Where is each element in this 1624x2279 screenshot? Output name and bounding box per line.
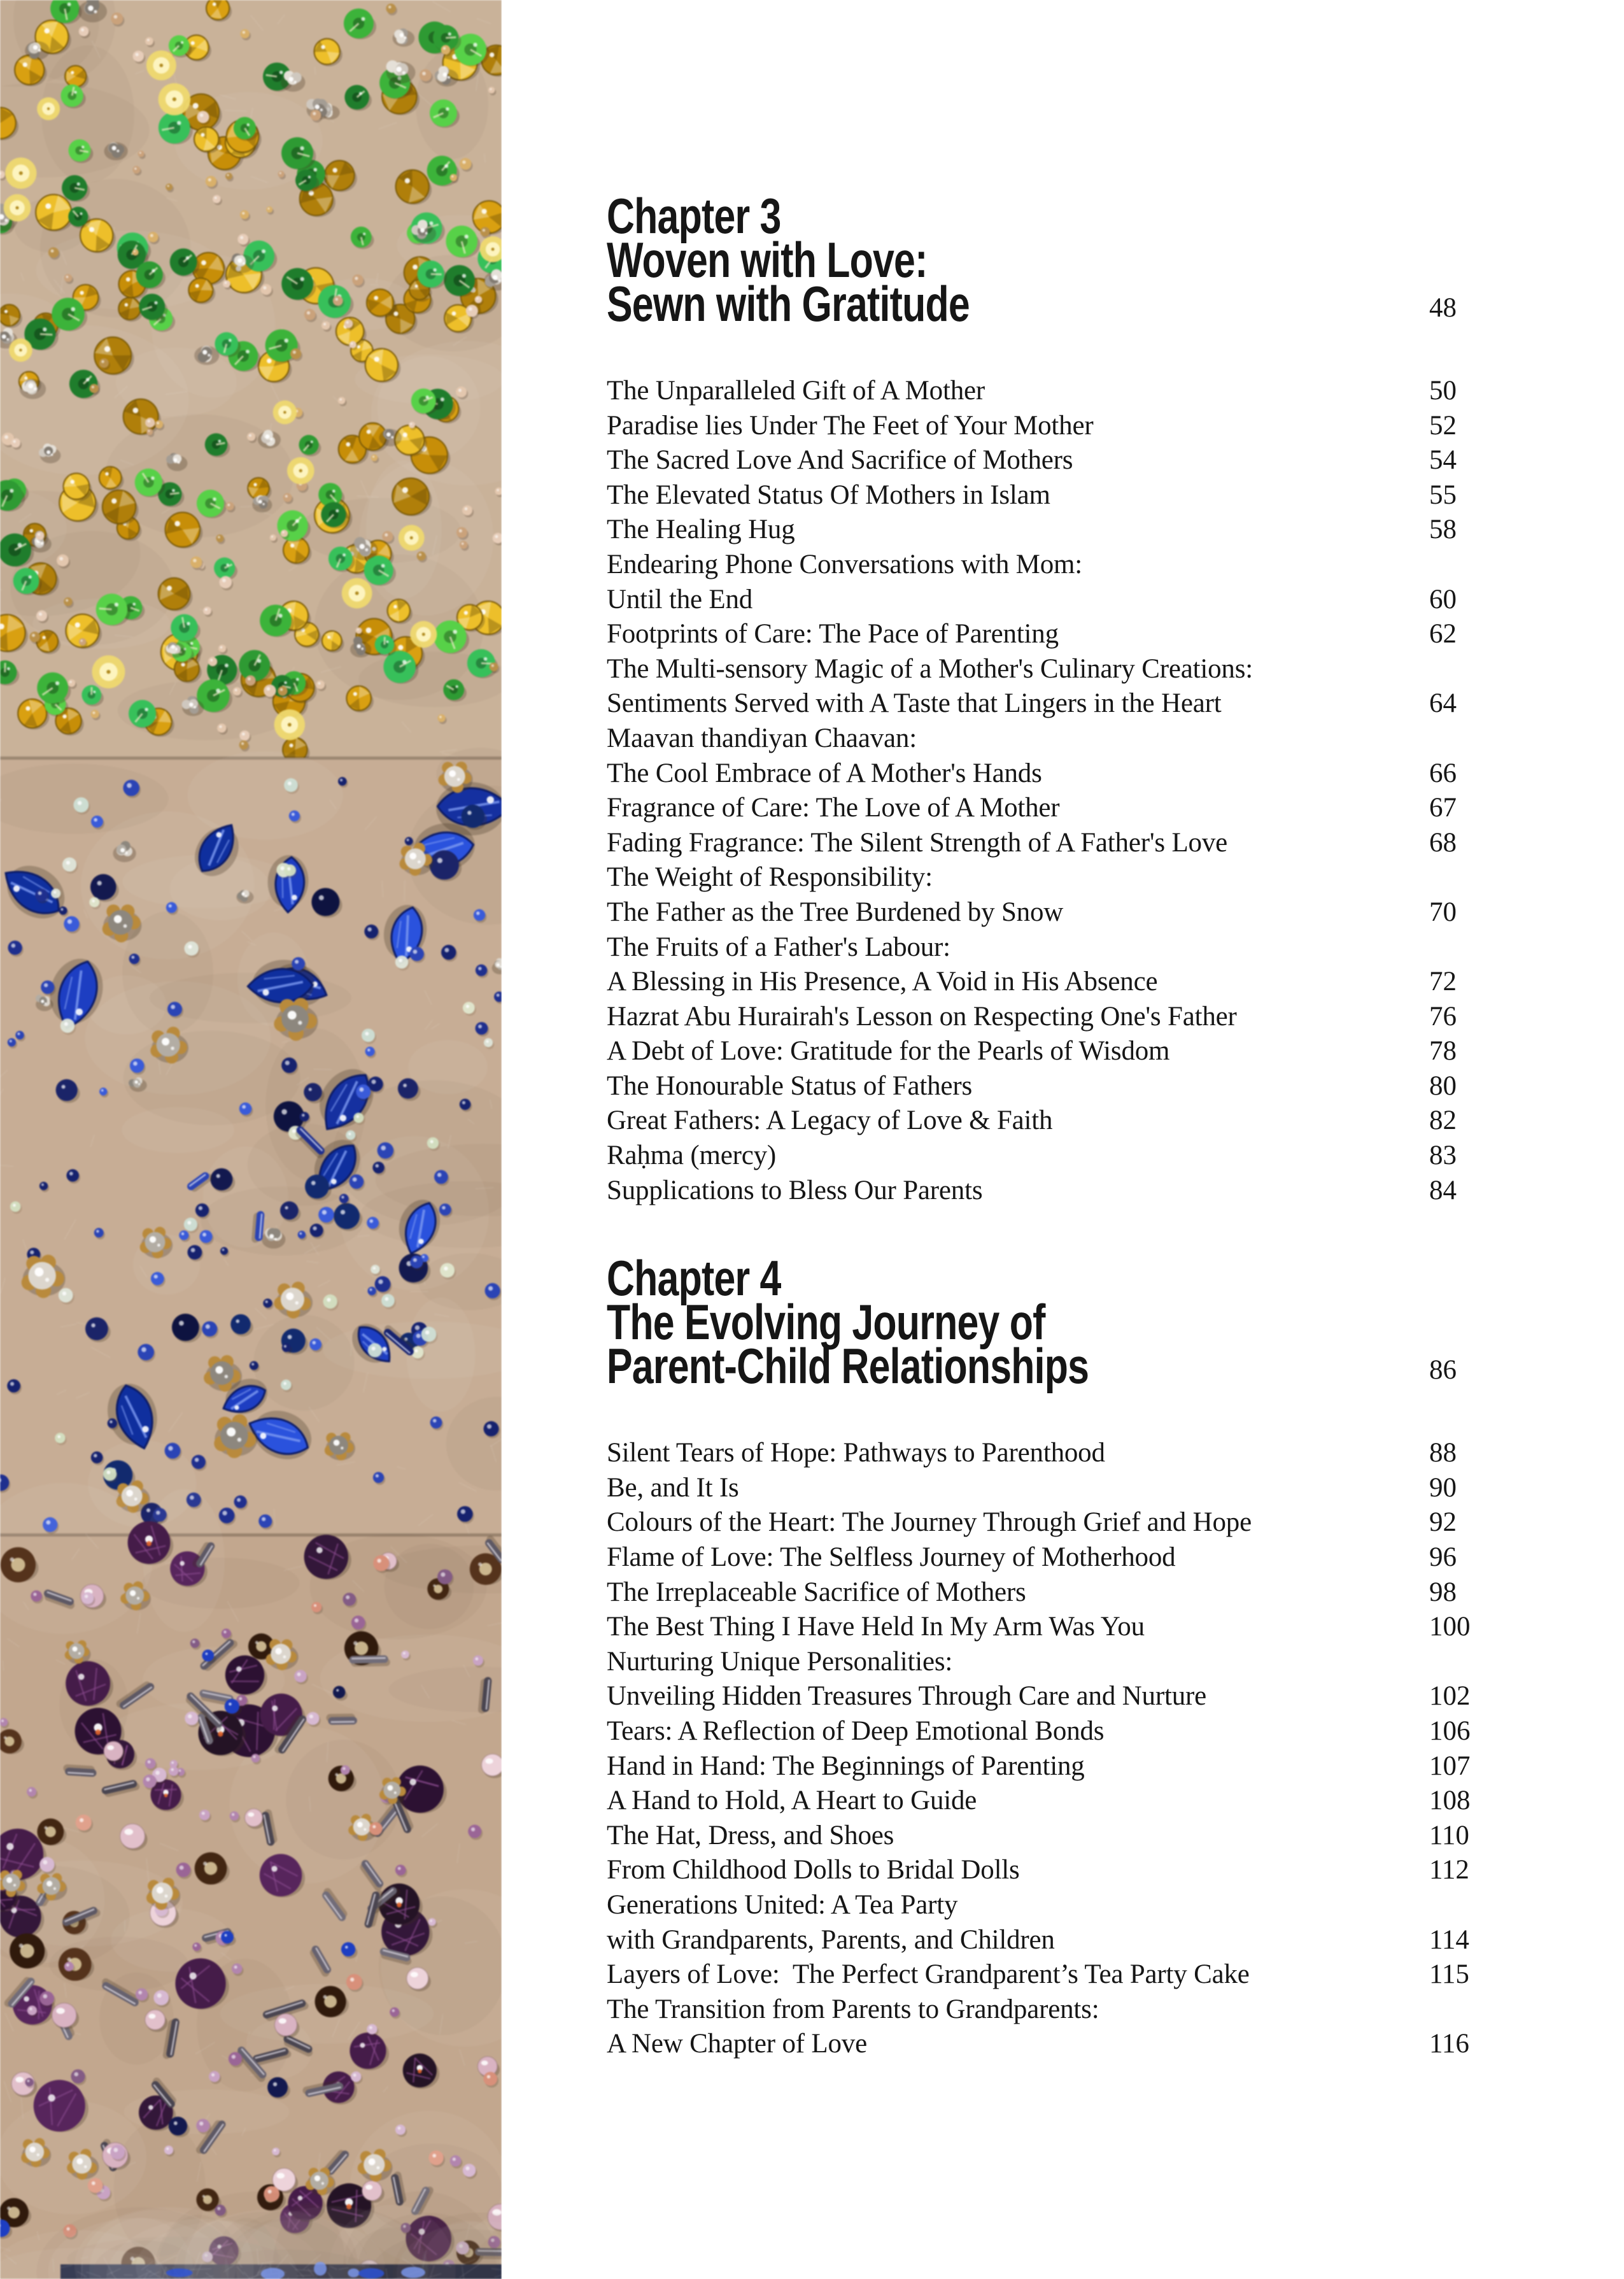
entry-page-number: 80 xyxy=(1429,1070,1457,1101)
toc-entry xyxy=(607,1000,1600,1035)
entry-text: A Hand to Hold, A Heart to Guide xyxy=(607,1786,977,1816)
entry-text: Flame of Love: The Selfless Journey of Motherhood xyxy=(607,1542,1176,1573)
toc-entry xyxy=(607,826,1600,861)
toc-entry xyxy=(607,1645,1600,1714)
toc-entry xyxy=(607,1174,1600,1209)
entry-text: The Transition from Parents to Grandparents: xyxy=(607,1994,1099,2024)
toc-entry-line xyxy=(607,1436,1600,1471)
entry-page-number: 64 xyxy=(1429,688,1457,719)
entry-page-number: 102 xyxy=(1429,1681,1471,1712)
chapter-title-text: Woven with Love: xyxy=(607,232,928,288)
entry-page-number: 116 xyxy=(1429,2029,1469,2059)
entry-page-number: 83 xyxy=(1429,1140,1457,1171)
chapter-entries xyxy=(607,374,1600,1208)
entry-text: Raḥma (mercy) xyxy=(607,1140,777,1171)
toc-entry-line xyxy=(607,583,1600,618)
entry-text: From Childhood Dolls to Bridal Dolls xyxy=(607,1855,1020,1885)
toc-entry-line xyxy=(607,1174,1600,1209)
table-of-contents xyxy=(607,0,1600,2062)
toc-entry-line xyxy=(607,1610,1600,1645)
entry-page-number: 115 xyxy=(1429,1959,1469,1990)
entry-text: A Debt of Love: Gratitude for the Pearls of Wisdom xyxy=(607,1036,1170,1067)
entry-page-number: 114 xyxy=(1429,1924,1469,1955)
toc-entry-line xyxy=(607,1139,1600,1174)
chapter-title-text: Parent-Child Relationships xyxy=(607,1338,1089,1395)
toc-entry xyxy=(607,1610,1600,1645)
entry-text: A Blessing in His Presence, A Void in His Absence xyxy=(607,967,1158,997)
entry-page-number: 54 xyxy=(1429,445,1457,476)
toc-entry xyxy=(607,548,1600,617)
entry-page-number: 88 xyxy=(1429,1438,1457,1468)
toc-entry-line xyxy=(607,1749,1600,1784)
entry-page-number: 50 xyxy=(1429,376,1457,406)
toc-entry xyxy=(607,1888,1600,1957)
entry-page-number: 108 xyxy=(1429,1786,1471,1816)
toc-entry xyxy=(607,1471,1600,1506)
toc-entry-line xyxy=(607,860,1600,895)
toc-entry xyxy=(607,1034,1600,1069)
toc-entry-line xyxy=(607,617,1600,652)
toc-entry xyxy=(607,791,1600,826)
entry-text: Tears: A Reflection of Deep Emotional Bonds xyxy=(607,1716,1105,1746)
entry-text: The Fruits of a Father's Labour: xyxy=(607,932,950,962)
entry-text: The Weight of Responsibility: xyxy=(607,862,933,893)
toc-entry-line xyxy=(607,1000,1600,1035)
toc-entry-line xyxy=(607,478,1600,513)
toc-entry-line xyxy=(607,756,1600,792)
entry-page-number: 98 xyxy=(1429,1577,1457,1607)
toc-entry-line xyxy=(607,443,1600,478)
toc-entry xyxy=(607,1436,1600,1471)
entry-page-number: 100 xyxy=(1429,1612,1471,1642)
toc-entry xyxy=(607,1819,1600,1854)
toc-entry xyxy=(607,478,1600,513)
chapter-heading xyxy=(607,188,1600,332)
entry-text: Sentiments Served with A Taste that Lingers in the Heart xyxy=(607,688,1222,719)
toc-entry-line xyxy=(607,686,1600,721)
entry-page-number: 106 xyxy=(1429,1716,1471,1746)
entry-page-number: 55 xyxy=(1429,479,1457,510)
toc-entry xyxy=(607,1069,1600,1104)
entry-page-number: 78 xyxy=(1429,1036,1457,1067)
toc-entry-line xyxy=(607,1992,1600,2027)
toc-entry xyxy=(607,1784,1600,1819)
entry-text: Colours of the Heart: The Journey Through Grief and Hope xyxy=(607,1507,1252,1538)
toc-entry xyxy=(607,652,1600,721)
toc-entry xyxy=(607,617,1600,652)
toc-entry-line xyxy=(607,721,1600,756)
toc-entry xyxy=(607,1540,1600,1575)
toc-entry-line xyxy=(607,826,1600,861)
toc-entry-line xyxy=(607,1104,1600,1139)
entry-page-number: 76 xyxy=(1429,1001,1457,1032)
chapter-section xyxy=(607,1250,1600,2062)
entry-page-number: 84 xyxy=(1429,1175,1457,1205)
chapter-heading-line xyxy=(607,1338,1600,1395)
toc-entry xyxy=(607,443,1600,478)
entry-text: with Grandparents, Parents, and Children xyxy=(607,1924,1055,1955)
entry-page-number: 96 xyxy=(1429,1542,1457,1573)
entry-text: Until the End xyxy=(607,584,753,614)
toc-entry-line xyxy=(607,409,1600,444)
toc-entry-line xyxy=(607,548,1600,583)
entry-text: Generations United: A Tea Party xyxy=(607,1889,958,1920)
entry-text: The Sacred Love And Sacrifice of Mothers xyxy=(607,445,1073,476)
toc-entry-line xyxy=(607,1923,1600,1958)
entry-text: The Best Thing I Have Held In My Arm Was You xyxy=(607,1612,1145,1642)
entry-text: A New Chapter of Love xyxy=(607,2029,867,2059)
entry-text: The Multi-sensory Magic of a Mother's Culinary Creations: xyxy=(607,653,1253,684)
chapter-title-text: Chapter 3 xyxy=(607,188,781,244)
toc-entry xyxy=(607,1575,1600,1610)
entry-text: Unveiling Hidden Treasures Through Care and Nurture xyxy=(607,1681,1206,1712)
entry-text: Be, and It Is xyxy=(607,1472,739,1503)
chapter-heading-line xyxy=(607,276,1600,332)
toc-entry xyxy=(607,1853,1600,1888)
toc-entry-line xyxy=(607,1679,1600,1714)
toc-entry xyxy=(607,860,1600,930)
bead-collage-strip xyxy=(0,0,502,2279)
entry-page-number: 66 xyxy=(1429,758,1457,788)
toc-entry-line xyxy=(607,1645,1600,1680)
entry-text: The Cool Embrace of A Mother's Hands xyxy=(607,758,1042,788)
entry-text: Fragrance of Care: The Love of A Mother xyxy=(607,793,1060,823)
toc-entry-line xyxy=(607,895,1600,930)
toc-entry xyxy=(607,1714,1600,1749)
entry-text: The Elevated Status Of Mothers in Islam xyxy=(607,479,1050,510)
chapter-title-text: Sewn with Gratitude xyxy=(607,276,970,332)
toc-entry-line xyxy=(607,1069,1600,1104)
entry-text: The Irreplaceable Sacrifice of Mothers xyxy=(607,1577,1026,1607)
entry-text: Maavan thandiyan Chaavan: xyxy=(607,723,917,753)
entry-text: The Healing Hug xyxy=(607,515,795,545)
entry-text: Hazrat Abu Hurairah's Lesson on Respecting One's Father xyxy=(607,1001,1237,1032)
toc-entry-line xyxy=(607,1957,1600,1992)
toc-entry-line xyxy=(607,965,1600,1000)
toc-entry xyxy=(607,721,1600,791)
toc-entry xyxy=(607,513,1600,548)
toc-entry xyxy=(607,1749,1600,1784)
entry-text: The Hat, Dress, and Shoes xyxy=(607,1820,894,1850)
entry-text: Nurturing Unique Personalities: xyxy=(607,1646,953,1677)
toc-entry-line xyxy=(607,1575,1600,1610)
toc-entry xyxy=(607,930,1600,1000)
entry-text: Supplications to Bless Our Parents xyxy=(607,1175,983,1205)
entry-page-number: 67 xyxy=(1429,793,1457,823)
chapter-page-number: 86 xyxy=(1429,1355,1457,1386)
entry-page-number: 60 xyxy=(1429,584,1457,614)
entry-page-number: 62 xyxy=(1429,619,1457,650)
chapter-entries xyxy=(607,1436,1600,2062)
toc-entry-line xyxy=(607,2027,1600,2062)
toc-entry-line xyxy=(607,1505,1600,1540)
entry-text: Great Fathers: A Legacy of Love & Faith xyxy=(607,1105,1053,1136)
toc-entry xyxy=(607,409,1600,444)
toc-entry-line xyxy=(607,1888,1600,1923)
toc-entry-line xyxy=(607,791,1600,826)
toc-entry-line xyxy=(607,1540,1600,1575)
toc-entry xyxy=(607,1957,1600,1992)
entry-page-number: 82 xyxy=(1429,1105,1457,1136)
entry-text: Hand in Hand: The Beginnings of Parenting xyxy=(607,1750,1085,1781)
entry-page-number: 112 xyxy=(1429,1855,1469,1885)
toc-entry-line xyxy=(607,1471,1600,1506)
chapter-page-number: 48 xyxy=(1429,293,1457,323)
entry-text: The Unparalleled Gift of A Mother xyxy=(607,376,985,406)
entry-page-number: 70 xyxy=(1429,897,1457,927)
chapter-title-text: The Evolving Journey of xyxy=(607,1294,1045,1351)
entry-text: Paradise lies Under The Feet of Your Mother xyxy=(607,410,1094,441)
toc-entry-line xyxy=(607,374,1600,409)
toc-entry-line xyxy=(607,1819,1600,1854)
entry-page-number: 58 xyxy=(1429,515,1457,545)
entry-page-number: 52 xyxy=(1429,410,1457,441)
entry-text: Silent Tears of Hope: Pathways to Parenthood xyxy=(607,1438,1105,1468)
toc-entry xyxy=(607,1992,1600,2062)
entry-text: The Honourable Status of Fathers xyxy=(607,1070,972,1101)
toc-entry xyxy=(607,1139,1600,1174)
entry-page-number: 110 xyxy=(1429,1820,1469,1850)
toc-entry xyxy=(607,374,1600,409)
toc-entry-line xyxy=(607,1034,1600,1069)
entry-page-number: 68 xyxy=(1429,827,1457,858)
chapter-title-text: Chapter 4 xyxy=(607,1250,781,1307)
entry-text: The Father as the Tree Burdened by Snow xyxy=(607,897,1064,927)
toc-entry-line xyxy=(607,652,1600,687)
entry-page-number: 90 xyxy=(1429,1472,1457,1503)
toc-entry-line xyxy=(607,513,1600,548)
chapter-section xyxy=(607,188,1600,1208)
entry-text: Fading Fragrance: The Silent Strength of A Father's Love xyxy=(607,827,1228,858)
entry-page-number: 92 xyxy=(1429,1507,1457,1538)
chapter-heading xyxy=(607,1250,1600,1395)
entry-text: Footprints of Care: The Pace of Parenting xyxy=(607,619,1059,650)
entry-text: Endearing Phone Conversations with Mom: xyxy=(607,549,1083,579)
toc-entry-line xyxy=(607,1853,1600,1888)
toc-entry-line xyxy=(607,1784,1600,1819)
toc-entry-line xyxy=(607,930,1600,965)
toc-entry xyxy=(607,1104,1600,1139)
entry-page-number: 107 xyxy=(1429,1750,1471,1781)
toc-entry-line xyxy=(607,1714,1600,1749)
entry-text: Layers of Love: The Perfect Grandparent’s Tea Party Cake xyxy=(607,1959,1250,1990)
bead-collage-image xyxy=(0,0,502,2279)
toc-entry xyxy=(607,1505,1600,1540)
entry-page-number: 72 xyxy=(1429,967,1457,997)
